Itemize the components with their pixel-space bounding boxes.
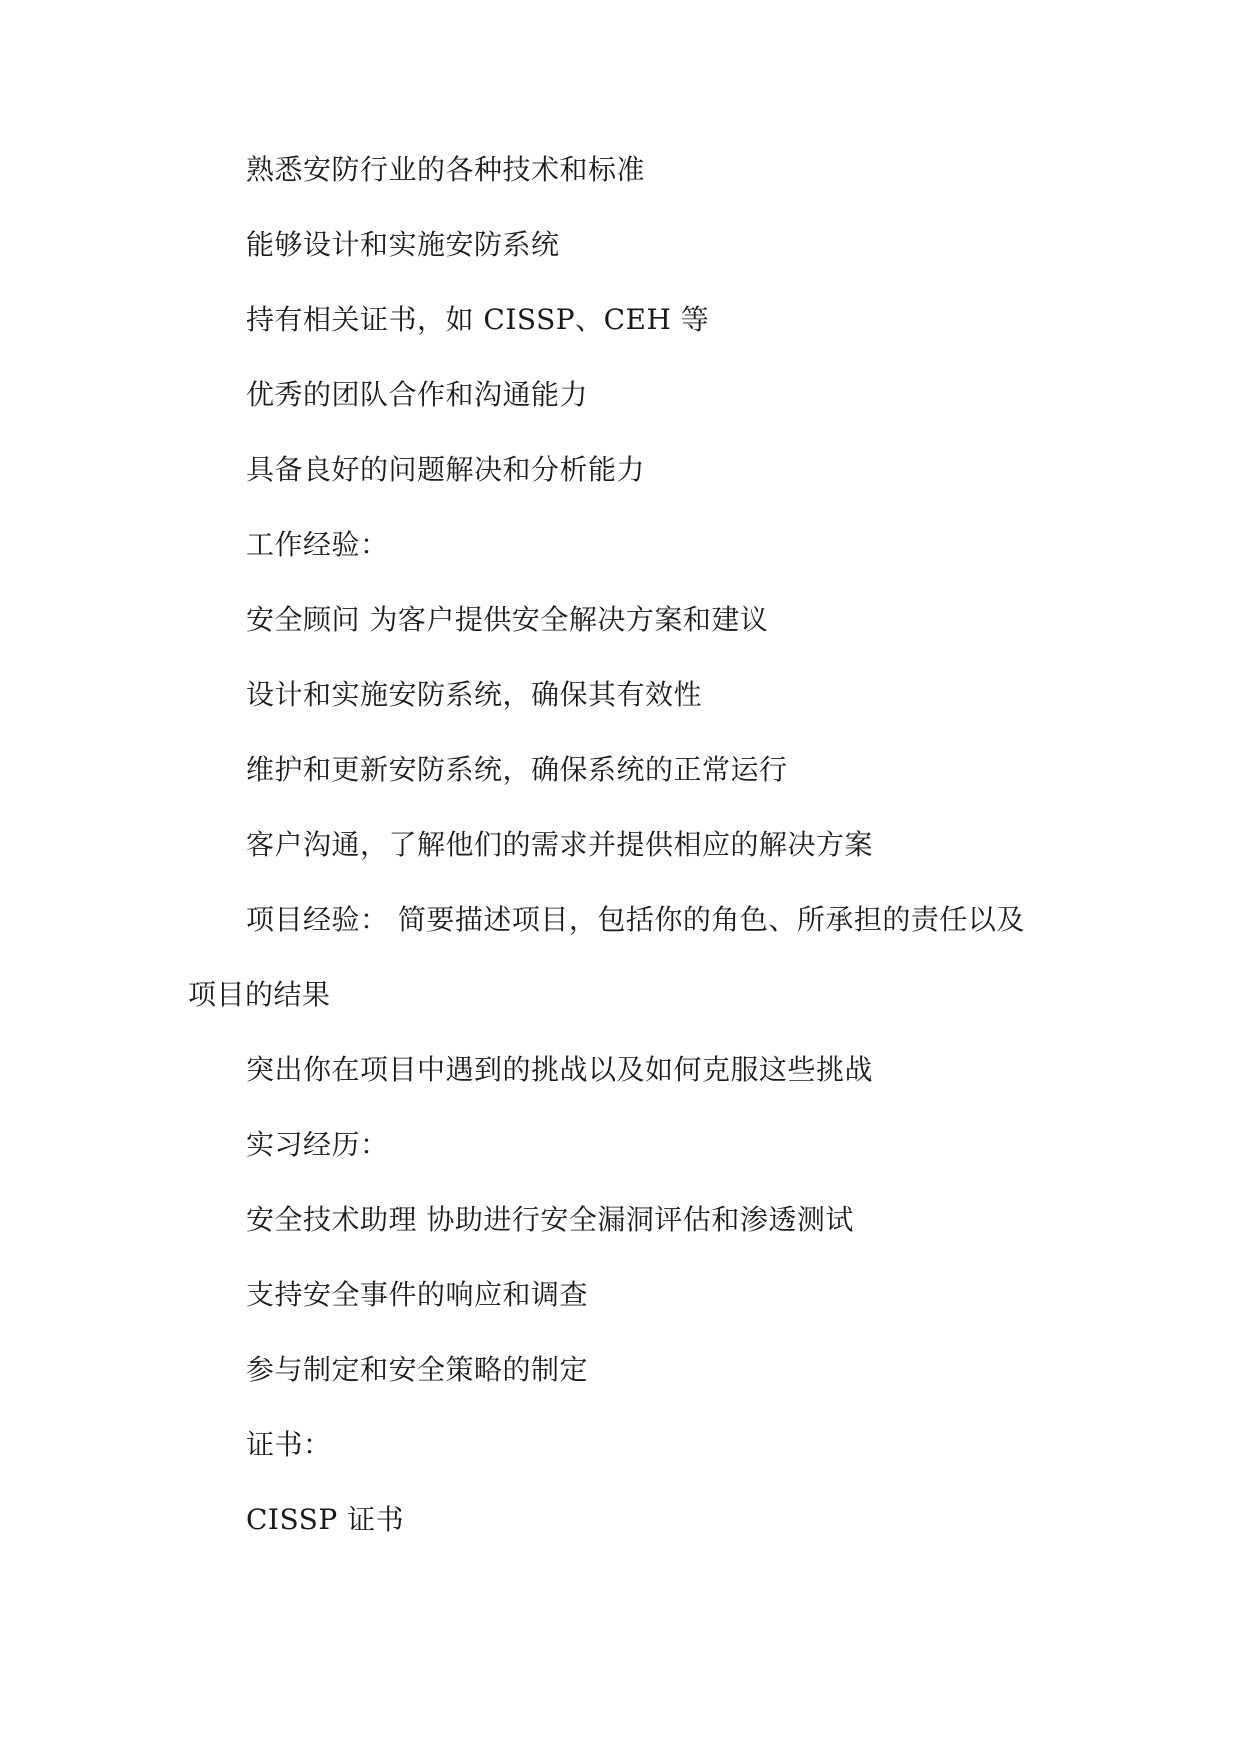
work-line-consultant: 安全顾问 为客户提供安全解决方案和建议 [246,603,769,636]
internship-line-policy: 参与制定和安全策略的制定 [246,1353,589,1386]
skill-line-problem-solving: 具备良好的问题解决和分析能力 [246,453,646,486]
work-line-client: 客户沟通，了解他们的需求并提供相应的解决方案 [246,828,874,861]
skill-line-teamwork: 优秀的团队合作和沟通能力 [246,378,589,411]
internship-line-incident: 支持安全事件的响应和调查 [246,1278,589,1311]
skill-line-certificates: 持有相关证书，如 CISSP、CEH 等 [246,303,710,336]
work-line-implement: 设计和实施安防系统，确保其有效性 [246,678,703,711]
section-heading-work-experience: 工作经验： [246,528,389,561]
section-heading-certificates: 证书： [246,1428,332,1461]
project-line-continuation: 项目的结果 [188,978,331,1011]
section-heading-project-experience: 项目经验： 简要描述项目，包括你的角色、所承担的责任以及 [246,903,1025,936]
section-heading-internship: 实习经历： [246,1128,389,1161]
project-line-challenges: 突出你在项目中遇到的挑战以及如何克服这些挑战 [246,1053,874,1086]
skill-line-design: 能够设计和实施安防系统 [246,228,560,261]
work-line-maintain: 维护和更新安防系统，确保系统的正常运行 [246,753,788,786]
internship-line-assistant: 安全技术助理 协助进行安全漏洞评估和渗透测试 [246,1203,854,1236]
certificate-line-cissp: CISSP 证书 [246,1503,405,1536]
skill-line-standards: 熟悉安防行业的各种技术和标准 [246,153,646,186]
